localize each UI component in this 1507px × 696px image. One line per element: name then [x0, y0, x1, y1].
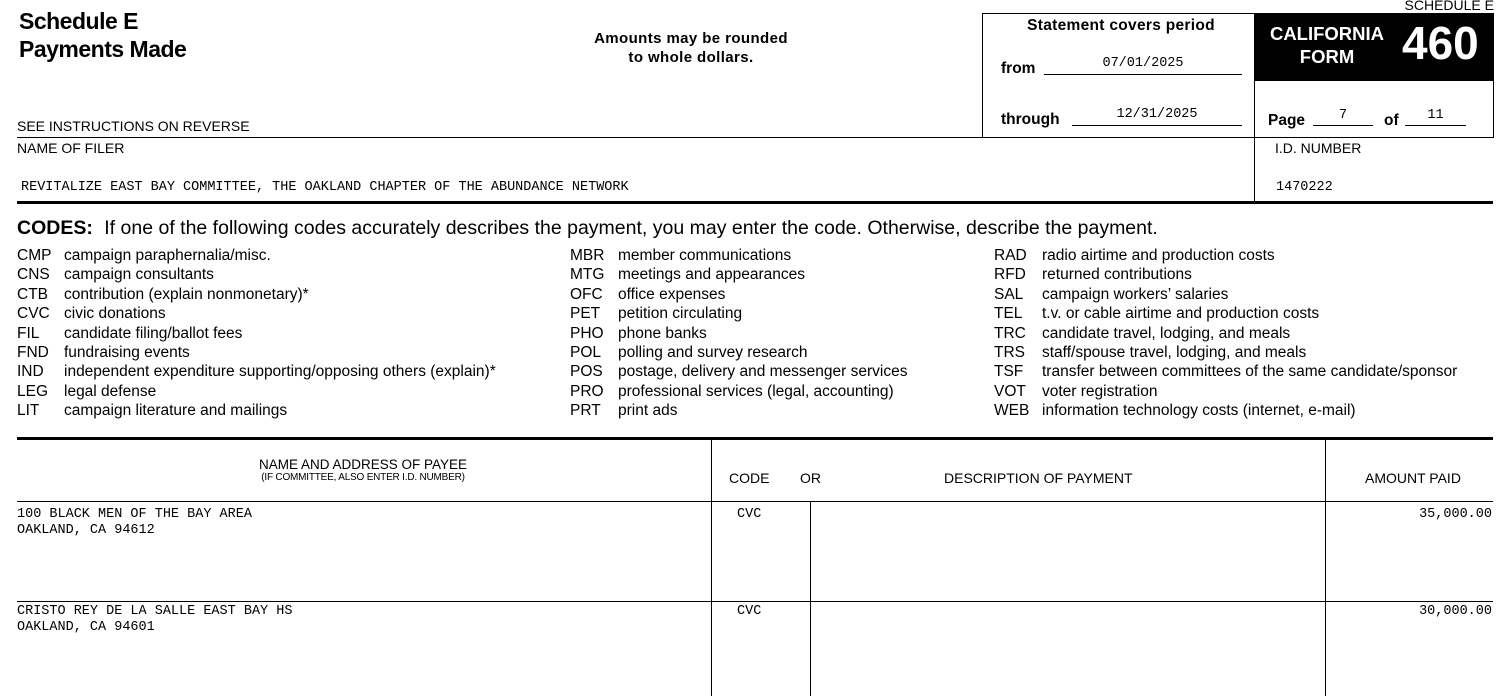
code-item-ofc: [570, 285, 725, 304]
code-description: radio airtime and production costs: [1042, 247, 1275, 264]
code-item-ctb: [17, 285, 309, 304]
code-item-prt: [570, 401, 677, 420]
code-description: polling and survey research: [618, 344, 808, 361]
code-abbrev: OFC: [570, 285, 603, 303]
period-title: Statement covers period: [1027, 17, 1215, 34]
california-label-line1: CALIFORNIA: [1269, 23, 1385, 44]
page-label: Page: [1268, 112, 1306, 129]
code-abbrev: PRT: [570, 402, 601, 420]
code-abbrev: CNS: [17, 266, 50, 284]
code-description: legal defense: [64, 382, 157, 400]
codes-heading: CODES:: [17, 217, 93, 239]
code-abbrev: POL: [570, 344, 602, 361]
code-description: civic donations: [64, 305, 166, 323]
through-value: 12/31/2025: [1116, 107, 1198, 122]
table-row[interactable]: [17, 604, 292, 636]
payment-code[interactable]: CVC: [737, 604, 762, 619]
code-item-cmp: [17, 246, 271, 265]
code-description: phone banks: [618, 324, 707, 342]
code-description: print ads: [618, 402, 678, 420]
code-description: transfer between committees of the same candidate/sponsor: [1042, 363, 1458, 381]
form-subtitle: Payments Made: [19, 36, 187, 62]
code-item-pho: [570, 324, 707, 343]
of-field[interactable]: [1405, 108, 1466, 126]
code-abbrev: MBR: [570, 247, 605, 264]
code-item-fnd: [17, 343, 190, 362]
code-description: professional services (legal, accounting): [618, 382, 894, 400]
payee-address: OAKLAND, CA 94612: [17, 523, 155, 538]
payee-header: [200, 458, 526, 483]
code-description: postage, delivery and messenger services: [618, 363, 908, 381]
page-field[interactable]: [1313, 108, 1373, 126]
code-description: office expenses: [618, 285, 726, 303]
code-abbrev: FND: [17, 344, 49, 361]
code-description: petition circulating: [618, 305, 743, 323]
instructions-note: SEE INSTRUCTIONS ON REVERSE: [17, 118, 250, 134]
through-label: through: [1001, 111, 1060, 128]
filer-name-value[interactable]: REVITALIZE EAST BAY COMMITTEE, THE OAKLAND CHAPTER OF THE ABUNDANCE NETWORK: [21, 180, 629, 195]
code-description: member communications: [618, 247, 792, 264]
amount-paid[interactable]: 35,000.00: [1419, 507, 1492, 522]
code-abbrev: LEG: [17, 382, 49, 400]
california-form-badge: [1254, 13, 1493, 81]
code-abbrev: TEL: [994, 305, 1023, 323]
code-abbrev: IND: [17, 363, 44, 381]
code-description: independent expenditure supporting/opposing others (explain)*: [64, 363, 496, 381]
schedule-tag: SCHEDULE E: [1404, 0, 1494, 13]
code-description: returned contributions: [1042, 266, 1192, 284]
payee-header-line2: (IF COMMITTEE, ALSO ENTER I.D. NUMBER): [261, 472, 465, 483]
code-description: campaign consultants: [64, 266, 214, 284]
code-item-trc: [994, 324, 1290, 343]
payment-code[interactable]: CVC: [737, 507, 762, 522]
table-row[interactable]: [17, 507, 252, 539]
code-item-vot: [994, 382, 1157, 401]
form-number: 460: [1402, 17, 1479, 69]
code-item-mbr: [570, 246, 791, 265]
code-abbrev: CVC: [17, 305, 50, 323]
code-item-rad: [994, 246, 1275, 265]
california-label: [1268, 22, 1386, 68]
code-item-sal: [994, 285, 1228, 304]
codes-intro-text: If one of the following codes accurately describes the payment, you may enter the code. Otherwise, describe the payment.: [104, 217, 1158, 239]
code-description: staff/spouse travel, lodging, and meals: [1042, 344, 1307, 361]
code-item-cns: [17, 265, 214, 284]
code-abbrev: PHO: [570, 324, 604, 342]
code-item-trs: [994, 343, 1306, 362]
from-field[interactable]: [1044, 56, 1242, 75]
of-value: 11: [1427, 108, 1444, 123]
code-abbrev: WEB: [994, 402, 1030, 420]
filer-name-label: NAME OF FILER: [17, 140, 125, 156]
code-abbrev: RAD: [994, 247, 1027, 264]
through-field[interactable]: [1072, 107, 1242, 126]
code-description: campaign literature and mailings: [64, 402, 288, 420]
from-value: 07/01/2025: [1102, 56, 1184, 71]
code-abbrev: LIT: [17, 402, 40, 420]
code-item-pro: [570, 382, 894, 401]
form-title: Schedule E: [19, 8, 138, 34]
payee-name: 100 BLACK MEN OF THE BAY AREA: [17, 507, 252, 522]
california-label-line2: FORM: [1299, 46, 1355, 67]
code-description: contribution (explain nonmonetary)*: [64, 285, 309, 303]
code-abbrev: MTG: [570, 266, 605, 284]
code-item-ind: [17, 362, 496, 381]
code-item-tsf: [994, 362, 1457, 381]
code-item-lit: [17, 401, 287, 420]
payee-name: CRISTO REY DE LA SALLE EAST BAY HS: [17, 604, 293, 619]
code-abbrev: CTB: [17, 285, 48, 303]
or-header: OR: [800, 470, 821, 486]
code-description: t.v. or cable airtime and production costs: [1042, 305, 1320, 323]
code-item-cvc: [17, 304, 166, 323]
code-description: meetings and appearances: [618, 266, 805, 284]
code-description: campaign workers’ salaries: [1042, 285, 1229, 303]
rounding-note-line1: Amounts may be rounded: [594, 30, 788, 47]
code-item-tel: [994, 304, 1319, 323]
code-description: information technology costs (internet, e-mail): [1042, 402, 1356, 420]
code-abbrev: VOT: [994, 382, 1026, 400]
code-item-pos: [570, 362, 907, 381]
id-number-value[interactable]: 1470222: [1276, 180, 1333, 195]
rounding-note: [560, 29, 822, 67]
code-abbrev: TSF: [994, 363, 1024, 381]
code-description: fundraising events: [64, 344, 190, 361]
code-abbrev: POS: [570, 363, 603, 381]
amount-header: AMOUNT PAID: [1365, 470, 1461, 486]
rounding-note-line2: to whole dollars.: [628, 49, 754, 66]
code-item-mtg: [570, 265, 805, 284]
code-abbrev: PET: [570, 305, 601, 323]
code-abbrev: FIL: [17, 324, 40, 342]
code-abbrev: CMP: [17, 247, 52, 264]
code-item-fil: [17, 324, 242, 343]
code-description: campaign paraphernalia/misc.: [64, 247, 271, 264]
code-abbrev: SAL: [994, 285, 1024, 303]
codes-intro: [17, 217, 1158, 240]
code-abbrev: RFD: [994, 266, 1026, 284]
payee-address: OAKLAND, CA 94601: [17, 620, 155, 635]
from-label: from: [1001, 60, 1036, 77]
code-abbrev: TRS: [994, 344, 1025, 361]
code-item-web: [994, 401, 1356, 420]
code-description: candidate filing/ballot fees: [64, 324, 243, 342]
code-abbrev: PRO: [570, 382, 604, 400]
payee-header-line1: NAME AND ADDRESS OF PAYEE: [258, 457, 468, 472]
code-item-pet: [570, 304, 742, 323]
code-header: CODE: [729, 470, 770, 486]
code-description: candidate travel, lodging, and meals: [1042, 324, 1291, 342]
code-description: voter registration: [1042, 382, 1158, 400]
code-item-rfd: [994, 265, 1192, 284]
code-item-leg: [17, 382, 156, 401]
id-number-label: I.D. NUMBER: [1275, 140, 1362, 156]
amount-paid[interactable]: 30,000.00: [1419, 604, 1492, 619]
of-label: of: [1384, 112, 1399, 129]
code-item-pol: [570, 343, 808, 362]
page-value: 7: [1338, 108, 1348, 123]
code-abbrev: TRC: [994, 324, 1026, 342]
description-header: DESCRIPTION OF PAYMENT: [944, 470, 1133, 486]
